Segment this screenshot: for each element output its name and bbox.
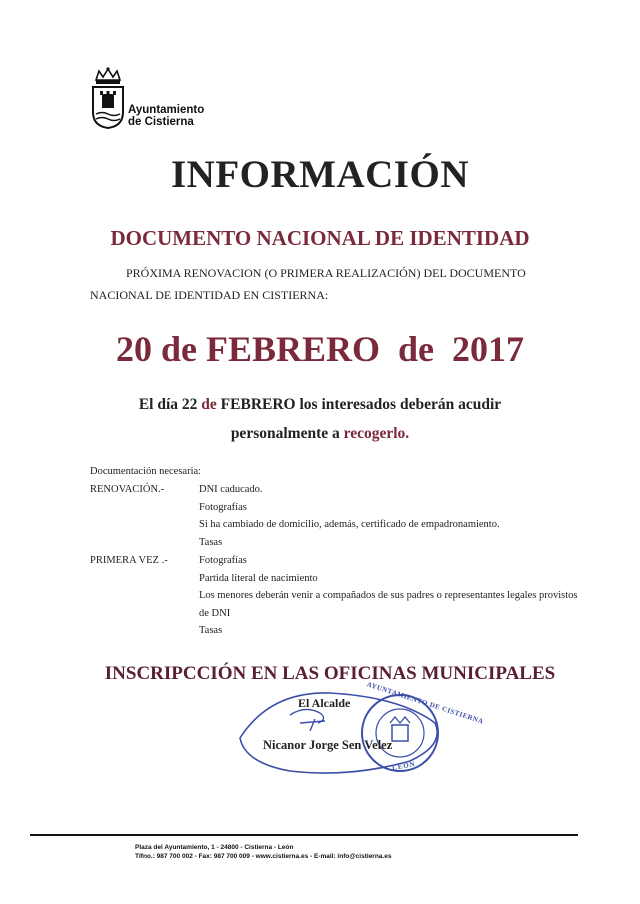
list-item: [90, 625, 590, 642]
pickup-notice: [0, 390, 640, 448]
primera-vez-label: PRIMERA VEZ .-: [90, 555, 168, 566]
primera-vez-item: Fotografías: [199, 555, 247, 566]
footer-address: Plaza del Ayuntamiento, 1 - 24800 - Cistierna - León: [135, 844, 294, 851]
primera-vez-item: de DNI: [199, 607, 231, 619]
signatory-name: Nicanor Jorge Sen Velez: [263, 738, 393, 752]
list-item: [90, 502, 590, 519]
renovacion-item: DNI caducado.: [199, 484, 263, 495]
pickup-text-2: de: [201, 396, 217, 413]
list-item: [90, 590, 590, 607]
intro-line-1: PRÓXIMA RENOVACION (O PRIMERA REALIZACIÓN) DEL DOCUMENTO: [126, 266, 526, 280]
logo-line-2: de Cistierna: [128, 116, 194, 128]
crown-shield-icon: [88, 66, 128, 134]
logo-text: [128, 104, 204, 128]
logo-line-1: Ayuntamiento: [128, 104, 205, 116]
page-title: INFORMACIÓN: [171, 153, 469, 196]
event-date: 20 de FEBRERO de 2017: [115, 329, 525, 369]
renovacion-label: RENOVACIÓN.-: [90, 484, 165, 495]
stamp-text-top: AYUNTAMIENTO DE CISTIERNA: [365, 680, 485, 726]
renovacion-item: Si ha cambiado de domicilio, además, certificado de empadronamiento.: [199, 519, 500, 530]
footer-divider: [30, 834, 578, 836]
pickup-text-1: El día 22: [138, 396, 202, 413]
list-item: [90, 519, 590, 536]
pickup-text-3: FEBRERO: [216, 396, 296, 413]
intro-line-2: NACIONAL DE IDENTIDAD EN CISTIERNA:: [90, 288, 329, 302]
renovacion-item: Tasas: [199, 536, 223, 548]
documentation-label: Documentación necesaria:: [90, 466, 202, 477]
pickup-text-6: recogerlo.: [343, 425, 410, 442]
footer-contact: Tlfno.: 987 700 002 - Fax: 987 700 009 - www.cistierna.es - E-mail: info@cistierna.es: [135, 853, 392, 860]
pickup-line-2: [0, 419, 640, 448]
intro-paragraph: [90, 262, 570, 306]
inscription-heading: INSCRIPCCIÓN EN LAS OFICINAS MUNICIPALES: [104, 663, 556, 684]
list-item: [90, 555, 590, 572]
list-item: [90, 484, 590, 501]
primera-vez-item: Partida literal de nacimiento: [199, 572, 318, 584]
footer: [135, 843, 391, 861]
signature-title: El Alcalde: [298, 696, 351, 710]
pickup-line-1: [0, 390, 640, 419]
list-item: [90, 573, 590, 590]
renovacion-item: Fotografías: [199, 501, 247, 513]
pickup-text-4: los interesados deberán acudir: [295, 396, 502, 413]
municipal-logo: [88, 66, 228, 134]
stamp-text-bottom: LEON: [391, 759, 417, 773]
primera-vez-item: Tasas: [199, 625, 223, 636]
list-item: [90, 537, 590, 554]
page-subtitle: DOCUMENTO NACIONAL DE IDENTIDAD: [110, 226, 530, 250]
list-item: [90, 608, 590, 625]
primera-vez-item: Los menores deberán venir a compañados de sus padres o representantes legales provistos: [199, 590, 578, 601]
pickup-text-5: personalmente a: [230, 425, 344, 442]
